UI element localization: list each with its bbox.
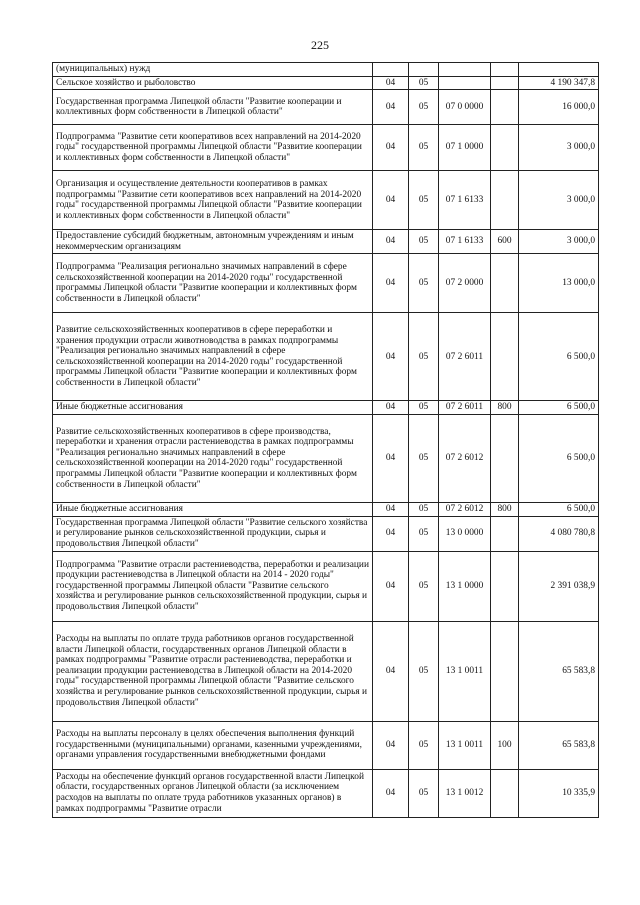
table-row xyxy=(53,721,599,769)
row-section: 04 xyxy=(373,721,409,769)
row-section: 04 xyxy=(373,551,409,621)
row-name: Расходы на обеспечение функций органов государственной власти Липецкой области, государственных органов Липецкой области (за исключением расходов на выплаты по оплате труда работников указанных органов) в рамках подпрограммы "Развитие отрасли xyxy=(53,769,373,817)
table-row xyxy=(53,551,599,621)
row-amount: 16 000,0 xyxy=(519,90,599,125)
row-target-article: 07 0 0000 xyxy=(439,90,491,125)
row-target-article: 07 2 6012 xyxy=(439,414,491,502)
row-expense-type xyxy=(491,414,519,502)
row-section: 04 xyxy=(373,502,409,516)
row-section: 04 xyxy=(373,230,409,254)
table-row xyxy=(53,63,599,77)
row-target-article: 07 2 6012 xyxy=(439,502,491,516)
table-row xyxy=(53,90,599,125)
budget-table-body xyxy=(53,63,599,818)
row-target-article: 13 0 0000 xyxy=(439,516,491,551)
row-expense-type xyxy=(491,125,519,171)
row-amount: 4 190 347,8 xyxy=(519,76,599,90)
row-target-article: 13 1 0000 xyxy=(439,551,491,621)
row-name: Подпрограмма "Реализация регионально значимых направлений в сфере сельскохозяйственной кооперации на 2014-2020 годы" государственной программы Липецкой области "Развитие кооперации и коллективных форм собственности в Липецкой области" xyxy=(53,254,373,313)
row-section: 04 xyxy=(373,414,409,502)
row-name: Развитие сельскохозяйственных кооперативов в сфере производства, переработки и хранения отрасли растениеводства в рамках подпрограммы "Реализация регионально значимых направлений в сфере сельскохозяйственной кооперации на 2014-2020 годы" государственной программы Липецкой области "Развитие кооперации и коллективных форм собственности в Липецкой области" xyxy=(53,414,373,502)
row-subsection xyxy=(409,63,439,77)
row-section xyxy=(373,63,409,77)
row-section: 04 xyxy=(373,171,409,230)
row-amount: 3 000,0 xyxy=(519,171,599,230)
row-section: 04 xyxy=(373,125,409,171)
row-expense-type xyxy=(491,76,519,90)
row-amount: 6 500,0 xyxy=(519,502,599,516)
row-amount: 65 583,8 xyxy=(519,721,599,769)
row-amount: 65 583,8 xyxy=(519,621,599,721)
row-amount: 6 500,0 xyxy=(519,414,599,502)
row-target-article: 07 1 6133 xyxy=(439,171,491,230)
row-name: Государственная программа Липецкой области "Развитие сельского хозяйства и регулирование рынков сельскохозяйственной продукции, сырья и продовольствия Липецкой области" xyxy=(53,516,373,551)
row-subsection: 05 xyxy=(409,171,439,230)
table-row xyxy=(53,125,599,171)
row-name: Предоставление субсидий бюджетным, автономным учреждениям и иным некоммерческим организациям xyxy=(53,230,373,254)
row-amount: 6 500,0 xyxy=(519,313,599,401)
table-row xyxy=(53,516,599,551)
row-subsection: 05 xyxy=(409,502,439,516)
row-name: Расходы на выплаты персоналу в целях обеспечения выполнения функций государственными (муниципальными) органами, казенными учреждениями, органами управления государственными внебюджетными фондами xyxy=(53,721,373,769)
row-section: 04 xyxy=(373,401,409,415)
row-subsection: 05 xyxy=(409,551,439,621)
row-amount: 2 391 038,9 xyxy=(519,551,599,621)
table-row xyxy=(53,621,599,721)
table-row xyxy=(53,171,599,230)
row-section: 04 xyxy=(373,769,409,817)
row-name: Подпрограмма "Развитие сети кооперативов всех направлений на 2014-2020 годы" государственной программы Липецкой области "Развитие кооперации и коллективных форм собственности в Липецкой области" xyxy=(53,125,373,171)
row-expense-type: 800 xyxy=(491,502,519,516)
table-row xyxy=(53,401,599,415)
row-expense-type: 100 xyxy=(491,721,519,769)
row-target-article: 07 2 0000 xyxy=(439,254,491,313)
row-target-article: 07 1 0000 xyxy=(439,125,491,171)
row-target-article: 13 1 0011 xyxy=(439,621,491,721)
table-row xyxy=(53,76,599,90)
row-name: Иные бюджетные ассигнования xyxy=(53,502,373,516)
page-number: 225 xyxy=(311,38,329,52)
row-section: 04 xyxy=(373,254,409,313)
row-section: 04 xyxy=(373,90,409,125)
row-subsection: 05 xyxy=(409,414,439,502)
table-row xyxy=(53,502,599,516)
row-name: Расходы на выплаты по оплате труда работников органов государственной власти Липецкой области, государственных органов Липецкой области в рамках подпрограммы "Развитие отрасли растениеводства, переработки и реализации продукции растениеводства в Липецкой области на 2014-2020 годы" государственной программы Липецкой области "Развитие сельского хозяйства и регулирование рынков сельскохозяйственной продукции, сырья и продовольствия Липецкой области" xyxy=(53,621,373,721)
row-expense-type xyxy=(491,90,519,125)
row-name: Развитие сельскохозяйственных кооперативов в сфере переработки и хранения продукции отрасли животноводства в рамках подпрограммы "Реализация регионально значимых направлений в сфере сельскохозяйственной кооперации на 2014-2020 годы" государственной программы Липецкой области "Развитие кооперации и коллективных форм собственности в Липецкой области" xyxy=(53,313,373,401)
row-target-article: 13 1 0012 xyxy=(439,769,491,817)
table-row xyxy=(53,254,599,313)
table-row xyxy=(53,313,599,401)
row-amount: 6 500,0 xyxy=(519,401,599,415)
row-expense-type xyxy=(491,516,519,551)
row-subsection: 05 xyxy=(409,401,439,415)
row-subsection: 05 xyxy=(409,769,439,817)
row-expense-type xyxy=(491,254,519,313)
row-subsection: 05 xyxy=(409,516,439,551)
row-subsection: 05 xyxy=(409,621,439,721)
table-row xyxy=(53,769,599,817)
row-subsection: 05 xyxy=(409,90,439,125)
row-expense-type xyxy=(491,171,519,230)
row-subsection: 05 xyxy=(409,125,439,171)
row-target-article: 13 1 0011 xyxy=(439,721,491,769)
row-name: Сельское хозяйство и рыболовство xyxy=(53,76,373,90)
budget-table xyxy=(52,62,599,818)
row-expense-type: 800 xyxy=(491,401,519,415)
row-subsection: 05 xyxy=(409,721,439,769)
row-amount: 3 000,0 xyxy=(519,230,599,254)
row-amount: 4 080 780,8 xyxy=(519,516,599,551)
row-expense-type xyxy=(491,551,519,621)
row-target-article xyxy=(439,63,491,77)
row-section: 04 xyxy=(373,76,409,90)
row-target-article: 07 1 6133 xyxy=(439,230,491,254)
row-expense-type xyxy=(491,621,519,721)
row-section: 04 xyxy=(373,516,409,551)
row-name: (муниципальных) нужд xyxy=(53,63,373,77)
row-target-article xyxy=(439,76,491,90)
row-subsection: 05 xyxy=(409,313,439,401)
row-target-article: 07 2 6011 xyxy=(439,401,491,415)
row-name: Организация и осуществление деятельности кооперативов в рамках подпрограммы "Развитие сети кооперативов всех направлений на 2014-2020 годы" государственной программы Липецкой области "Развитие кооперации и коллективных форм собственности в Липецкой области" xyxy=(53,171,373,230)
row-subsection: 05 xyxy=(409,230,439,254)
row-section: 04 xyxy=(373,313,409,401)
row-expense-type: 600 xyxy=(491,230,519,254)
row-subsection: 05 xyxy=(409,76,439,90)
row-amount: 10 335,9 xyxy=(519,769,599,817)
table-row xyxy=(53,414,599,502)
row-expense-type xyxy=(491,63,519,77)
row-name: Иные бюджетные ассигнования xyxy=(53,401,373,415)
row-target-article: 07 2 6011 xyxy=(439,313,491,401)
row-amount: 3 000,0 xyxy=(519,125,599,171)
row-expense-type xyxy=(491,769,519,817)
table-row xyxy=(53,230,599,254)
row-name: Подпрограмма "Развитие отрасли растениеводства, переработки и реализации продукции растениеводства в Липецкой области на 2014 - 2020 годы" государственной программы Липецкой области "Развитие сельского хозяйства и регулирование рынков сельскохозяйственной продукции, сырья и продовольствия Липецкой области" xyxy=(53,551,373,621)
row-expense-type xyxy=(491,313,519,401)
row-subsection: 05 xyxy=(409,254,439,313)
row-amount: 13 000,0 xyxy=(519,254,599,313)
row-section: 04 xyxy=(373,621,409,721)
row-amount xyxy=(519,63,599,77)
row-name: Государственная программа Липецкой области "Развитие кооперации и коллективных форм собственности в Липецкой области" xyxy=(53,90,373,125)
